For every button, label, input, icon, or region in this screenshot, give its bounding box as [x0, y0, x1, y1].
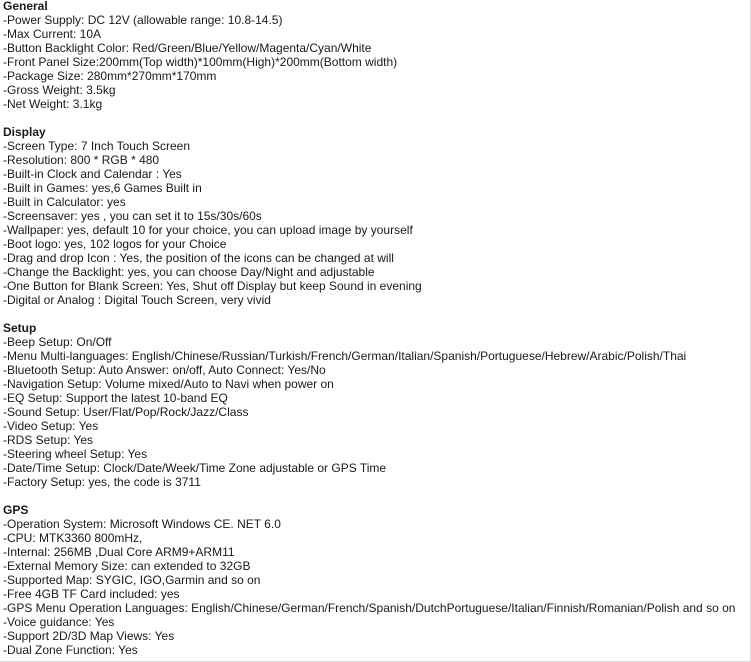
section-general — [3, 0, 749, 111]
spec-line: -Front Panel Size:200mm(Top width)*100mm(High)*200mm(Bottom width) — [3, 55, 398, 69]
spec-line: -Built in Calculator: yes — [3, 195, 126, 209]
spec-line: -One Button for Blank Screen: Yes, Shut off Display but keep Sound in evening — [3, 279, 422, 293]
spec-line: -Internal: 256MB ,Dual Core ARM9+ARM11 — [3, 545, 235, 559]
spec-line: -Menu Multi-languages: English/Chinese/Russian/Turkish/French/German/Italian/Spanish/Portuguese/Hebrew/Arabic/Polish/Thai — [3, 349, 687, 363]
spec-line: -Beep Setup: On/Off — [3, 335, 112, 349]
spec-line: -Dual Zone Function: Yes — [3, 643, 138, 657]
spec-line: -Net Weight: 3.1kg — [3, 97, 103, 111]
spec-line: -Video Setup: Yes — [3, 419, 99, 433]
spec-line: -Screensaver: yes , you can set it to 15s/30s/60s — [3, 209, 262, 223]
spec-line: -RDS Setup: Yes — [3, 433, 94, 447]
spec-line: -GPS Menu Operation Languages: English/Chinese/German/French/Spanish/DutchPortuguese/Italian/Finnish/Romanian/Polish and so on — [3, 601, 736, 615]
spec-line: -Button Backlight Color: Red/Green/Blue/Yellow/Magenta/Cyan/White — [3, 41, 372, 55]
spec-line: -Boot logo: yes, 102 logos for your Choice — [3, 237, 227, 251]
spec-line: -Built in Games: yes,6 Games Built in — [3, 181, 202, 195]
spec-document — [3, 0, 749, 657]
spec-line: -Sound Setup: User/Flat/Pop/Rock/Jazz/Class — [3, 405, 249, 419]
section-setup — [3, 321, 749, 489]
spec-line: -Screen Type: 7 Inch Touch Screen — [3, 139, 191, 153]
spec-line: -Operation System: Microsoft Windows CE. NET 6.0 — [3, 517, 281, 531]
spec-line: -Package Size: 280mm*270mm*170mm — [3, 69, 217, 83]
spec-line: -Voice guidance: Yes — [3, 615, 115, 629]
spec-line: -Digital or Analog : Digital Touch Screen, very vivid — [3, 293, 271, 307]
spec-line: -Gross Weight: 3.5kg — [3, 83, 116, 97]
spec-line: -Change the Backlight: yes, you can choose Day/Night and adjustable — [3, 265, 375, 279]
spec-line: -Factory Setup: yes, the code is 3711 — [3, 475, 201, 489]
spec-line: -Supported Map: SYGIC, IGO,Garmin and so on — [3, 573, 261, 587]
spec-line: -Steering wheel Setup: Yes — [3, 447, 148, 461]
spec-line: -Max Current: 10A — [3, 27, 102, 41]
spec-line: -Resolution: 800 * RGB * 480 — [3, 153, 160, 167]
section-heading: Display — [3, 125, 46, 139]
spec-line: -Drag and drop Icon : Yes, the position of the icons can be changed at will — [3, 251, 394, 265]
spec-line: -Support 2D/3D Map Views: Yes — [3, 629, 175, 643]
spec-line: -Power Supply: DC 12V (allowable range: 10.8-14.5) — [3, 13, 283, 27]
spec-line: -Built-in Clock and Calendar : Yes — [3, 167, 182, 181]
spec-line: -Wallpaper: yes, default 10 for your choice, you can upload image by yourself — [3, 223, 413, 237]
spec-line: -Navigation Setup: Volume mixed/Auto to Navi when power on — [3, 377, 334, 391]
spec-line: -Date/Time Setup: Clock/Date/Week/Time Zone adjustable or GPS Time — [3, 461, 387, 475]
section-heading: Setup — [3, 321, 37, 335]
spec-line: -External Memory Size: can extended to 32GB — [3, 559, 251, 573]
section-heading: General — [3, 0, 48, 13]
spec-line: -CPU: MTK3360 800mHz, — [3, 531, 143, 545]
spec-line: -EQ Setup: Support the latest 10-band EQ — [3, 391, 228, 405]
spec-line: -Free 4GB TF Card included: yes — [3, 587, 180, 601]
spec-line: -Bluetooth Setup: Auto Answer: on/off, Auto Connect: Yes/No — [3, 363, 326, 377]
section-display — [3, 125, 749, 307]
section-heading: GPS — [3, 503, 29, 517]
section-gps — [3, 503, 749, 657]
